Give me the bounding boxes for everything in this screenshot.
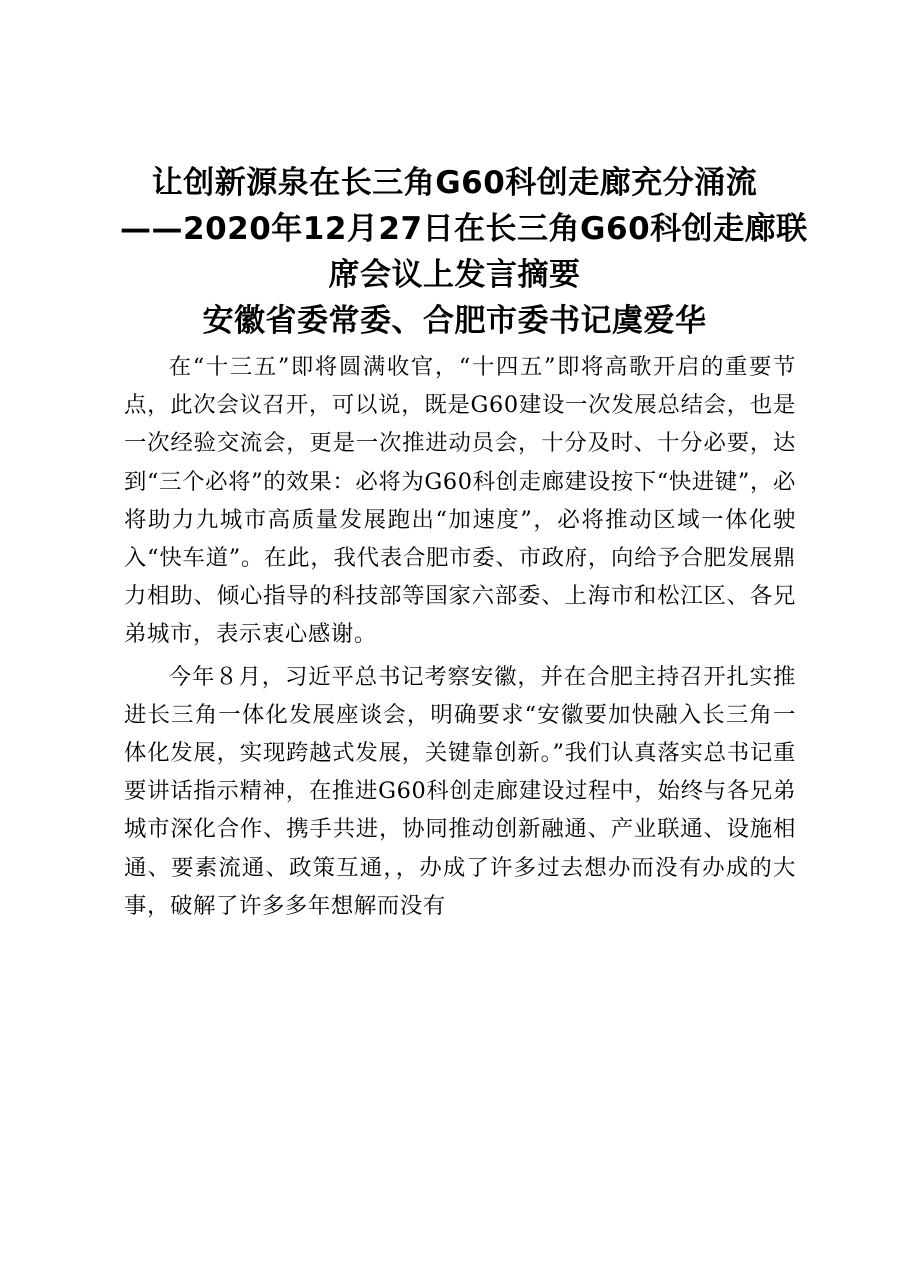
document-body xyxy=(124,348,796,925)
title-line-subtitle-2: 席会议上发言摘要 xyxy=(328,257,581,293)
document-title xyxy=(120,160,808,344)
paragraph: 今年８月，习近平总书记考察安徽，并在合肥主持召开扎实推进长三角一体化发展座谈会，明确要求“安徽要加快融入长三角一体化发展，实现跨越式发展，关键靠创新。”我们认真落实总书记重要讲话指示精神，在推进G60科创走廊建设过程中，始终与各兄弟城市深化合作、携手共进，协同推动创新融通、产业联通、设施相通、要素流通、政策互通，，办成了许多过去想办而没有办成的大事，破解了许多多年想解而没有 xyxy=(124,663,796,919)
title-line-subtitle-1: ——2020年12月27日在长三角G60科创走廊联 xyxy=(120,211,808,247)
title-line-author: 安徽省委常委、合肥市委书记虞爱华 xyxy=(202,303,707,339)
paragraph: 在“十三五”即将圆满收官，“十四五”即将高歌开启的重要节点，此次会议召开，可以说，既是G60建设一次发展总结会，也是一次经验交流会，更是一次推进动员会，十分及时、十分必要，达到“三个必将”的效果：必将为G60科创走廊建设按下“快进键”，必将助力九城市高质量发展跑出“加速度”，必将推动区域一体化驶入“快车道”。在此，我代表合肥市委、市政府，向给予合肥发展鼎力相助、倾心指导的科技部等国家六部委、上海市和松江区、各兄弟城市，表示衷心感谢。 xyxy=(124,354,796,648)
title-line-main: 让创新源泉在长三角G60科创走廊充分涌流 xyxy=(151,165,758,201)
